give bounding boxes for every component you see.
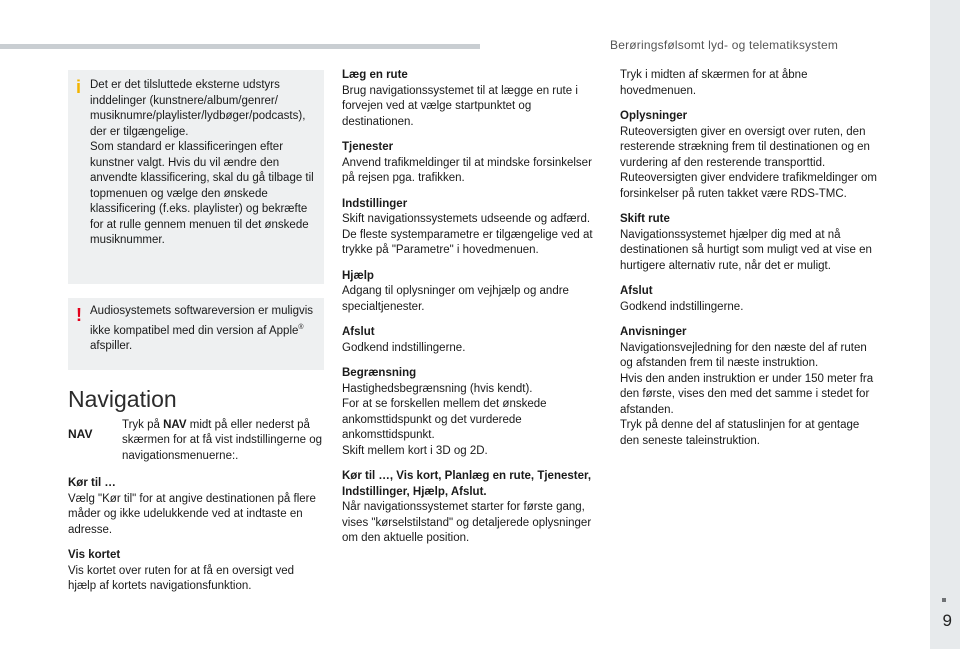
- section-heading: Anvisninger: [620, 326, 687, 338]
- intro: [620, 68, 880, 99]
- right-margin-strip: [930, 0, 960, 649]
- header-rule: [0, 44, 480, 49]
- section-text: Vis kortet over ruten for at få en oversigt ved hjælp af kortets navigationsfunktion.: [68, 564, 295, 592]
- nav-button-label: NAV: [68, 426, 93, 441]
- nav-instruction: [68, 418, 324, 465]
- section-heading: Indstillinger: [342, 197, 408, 210]
- section-vis-kortet: [68, 548, 324, 595]
- warning-note-text: Audiosystemets softwareversion er muligvis ikke kompatibel med din version af Apple® afspiller.: [90, 305, 314, 352]
- section-text: Brug navigationssystemet til at lægge en rute i forvejen ved at vælge startpunktet og destinationen.: [342, 84, 578, 128]
- section-tjenester: [342, 140, 602, 187]
- nav-instruction-text: Tryk på NAV midt på eller nederst på skærmen for at få vist indstillingerne og navigationsmenuerne:.: [122, 418, 323, 462]
- section-afslut: [342, 325, 602, 356]
- section-afslut: [620, 284, 880, 315]
- section-heading: Begrænsning: [342, 367, 417, 379]
- section-heading: Tjenester: [342, 141, 394, 153]
- section-text: Vælg "Kør til" for at angive destinationen på flere måder og ikke udelukkende ved at indtaste en adresse.: [68, 492, 316, 536]
- section-koer-til: [68, 476, 324, 538]
- section-menu-overview: [342, 469, 602, 547]
- section-heading: Oplysninger: [620, 110, 688, 122]
- info-icon: i: [76, 77, 82, 97]
- section-oplysninger: [620, 109, 880, 202]
- section-text: Anvend trafikmeldinger til at mindske forsinkelser på rejsen pga. trafikken.: [342, 156, 592, 184]
- section-begraensning: [342, 366, 602, 459]
- section-heading: Kør til …, Vis kort, Planlæg en rute, Tjenester, Indstillinger, Hjælp, Afslut.: [342, 470, 592, 498]
- section-heading: Afslut: [620, 285, 653, 297]
- section-heading: Skift rute: [620, 213, 670, 225]
- column-3: [620, 68, 880, 459]
- column-2: [342, 68, 602, 557]
- section-text: Godkend indstillingerne.: [342, 341, 466, 354]
- section-heading: Kør til …: [68, 477, 116, 489]
- page-number: 9: [942, 611, 952, 630]
- section-skift-rute: [620, 212, 880, 274]
- warning-icon: !: [76, 305, 82, 325]
- section-text: Ruteoversigten giver en oversigt over ruten, den resterende strækning frem til destinationen og en vurdering af den resterende transporttid. Ruteoversigten giver endvidere trafikmeldinger om forsinkelser på ruten takket være RDS-TMC.: [620, 125, 877, 200]
- section-indstillinger: [342, 197, 602, 259]
- section-text: Godkend indstillingerne.: [620, 300, 744, 313]
- section-heading: Vis kortet: [68, 549, 121, 561]
- intro-text: Tryk i midten af skærmen for at åbne hovedmenuen.: [620, 69, 808, 97]
- column-1: [68, 70, 324, 605]
- info-note-text: Det er det tilsluttede eksterne udstyrs inddelinger (kunstnere/album/genrer/ musiknumre/playlister/lydbøger/podcasts), der er tilgængelige. Som standard er klassificeringen efter kunstner valgt. Hvis du vil ændre den anvendte klassificering, skal du gå tilbage til topmenuen og vælge den ønskede klassificering (f.eks. playlister) og bekræfte for at rulle gennem menuen til det ønskede musiknummer.: [90, 79, 314, 246]
- section-text: Navigationsvejledning for den næste del af ruten og afstanden frem til næste instruktion. Hvis den anden instruktion er under 150 meter fra den første, vises den med det samme i stedet for afstanden. Tryk på denne del af statuslinjen for at gentage den seneste taleinstruktion.: [620, 341, 874, 447]
- section-text: Skift navigationssystemets udseende og adfærd. De fleste systemparametre er tilgængelige ved at trykke på "Parametre" i hovedmenuen.: [342, 213, 593, 256]
- section-hjaelp: [342, 269, 602, 316]
- page-header-title: Berøringsfølsomt lyd- og telematiksystem: [610, 38, 839, 52]
- end-marker: [942, 598, 946, 602]
- section-text: Adgang til oplysninger om vejhjælp og andre specialtjenester.: [342, 285, 569, 313]
- section-text: Når navigationssystemet starter for første gang, vises "kørselstilstand" og detaljerede oplysninger om den aktuelle position.: [342, 501, 592, 544]
- warning-note: [68, 298, 324, 370]
- section-heading: Læg en rute: [342, 69, 408, 81]
- info-note: [68, 70, 324, 284]
- section-laeg-en-rute: [342, 68, 602, 130]
- section-heading: Hjælp: [342, 269, 374, 282]
- section-title-navigation: Navigation: [68, 386, 177, 412]
- section-text: Hastighedsbegrænsning (hvis kendt). For at se forskellen mellem det ønskede ankomsttidspunkt og det vurderede ankomsttidspunkt. Skift mellem kort i 3D og 2D.: [342, 382, 547, 457]
- section-heading: Afslut: [342, 326, 375, 338]
- section-anvisninger: [620, 325, 880, 449]
- section-text: Navigationssystemet hjælper dig med at nå destinationen så hurtigt som muligt ved at vise en hurtigere alternativ rute, når det er muligt.: [620, 228, 872, 272]
